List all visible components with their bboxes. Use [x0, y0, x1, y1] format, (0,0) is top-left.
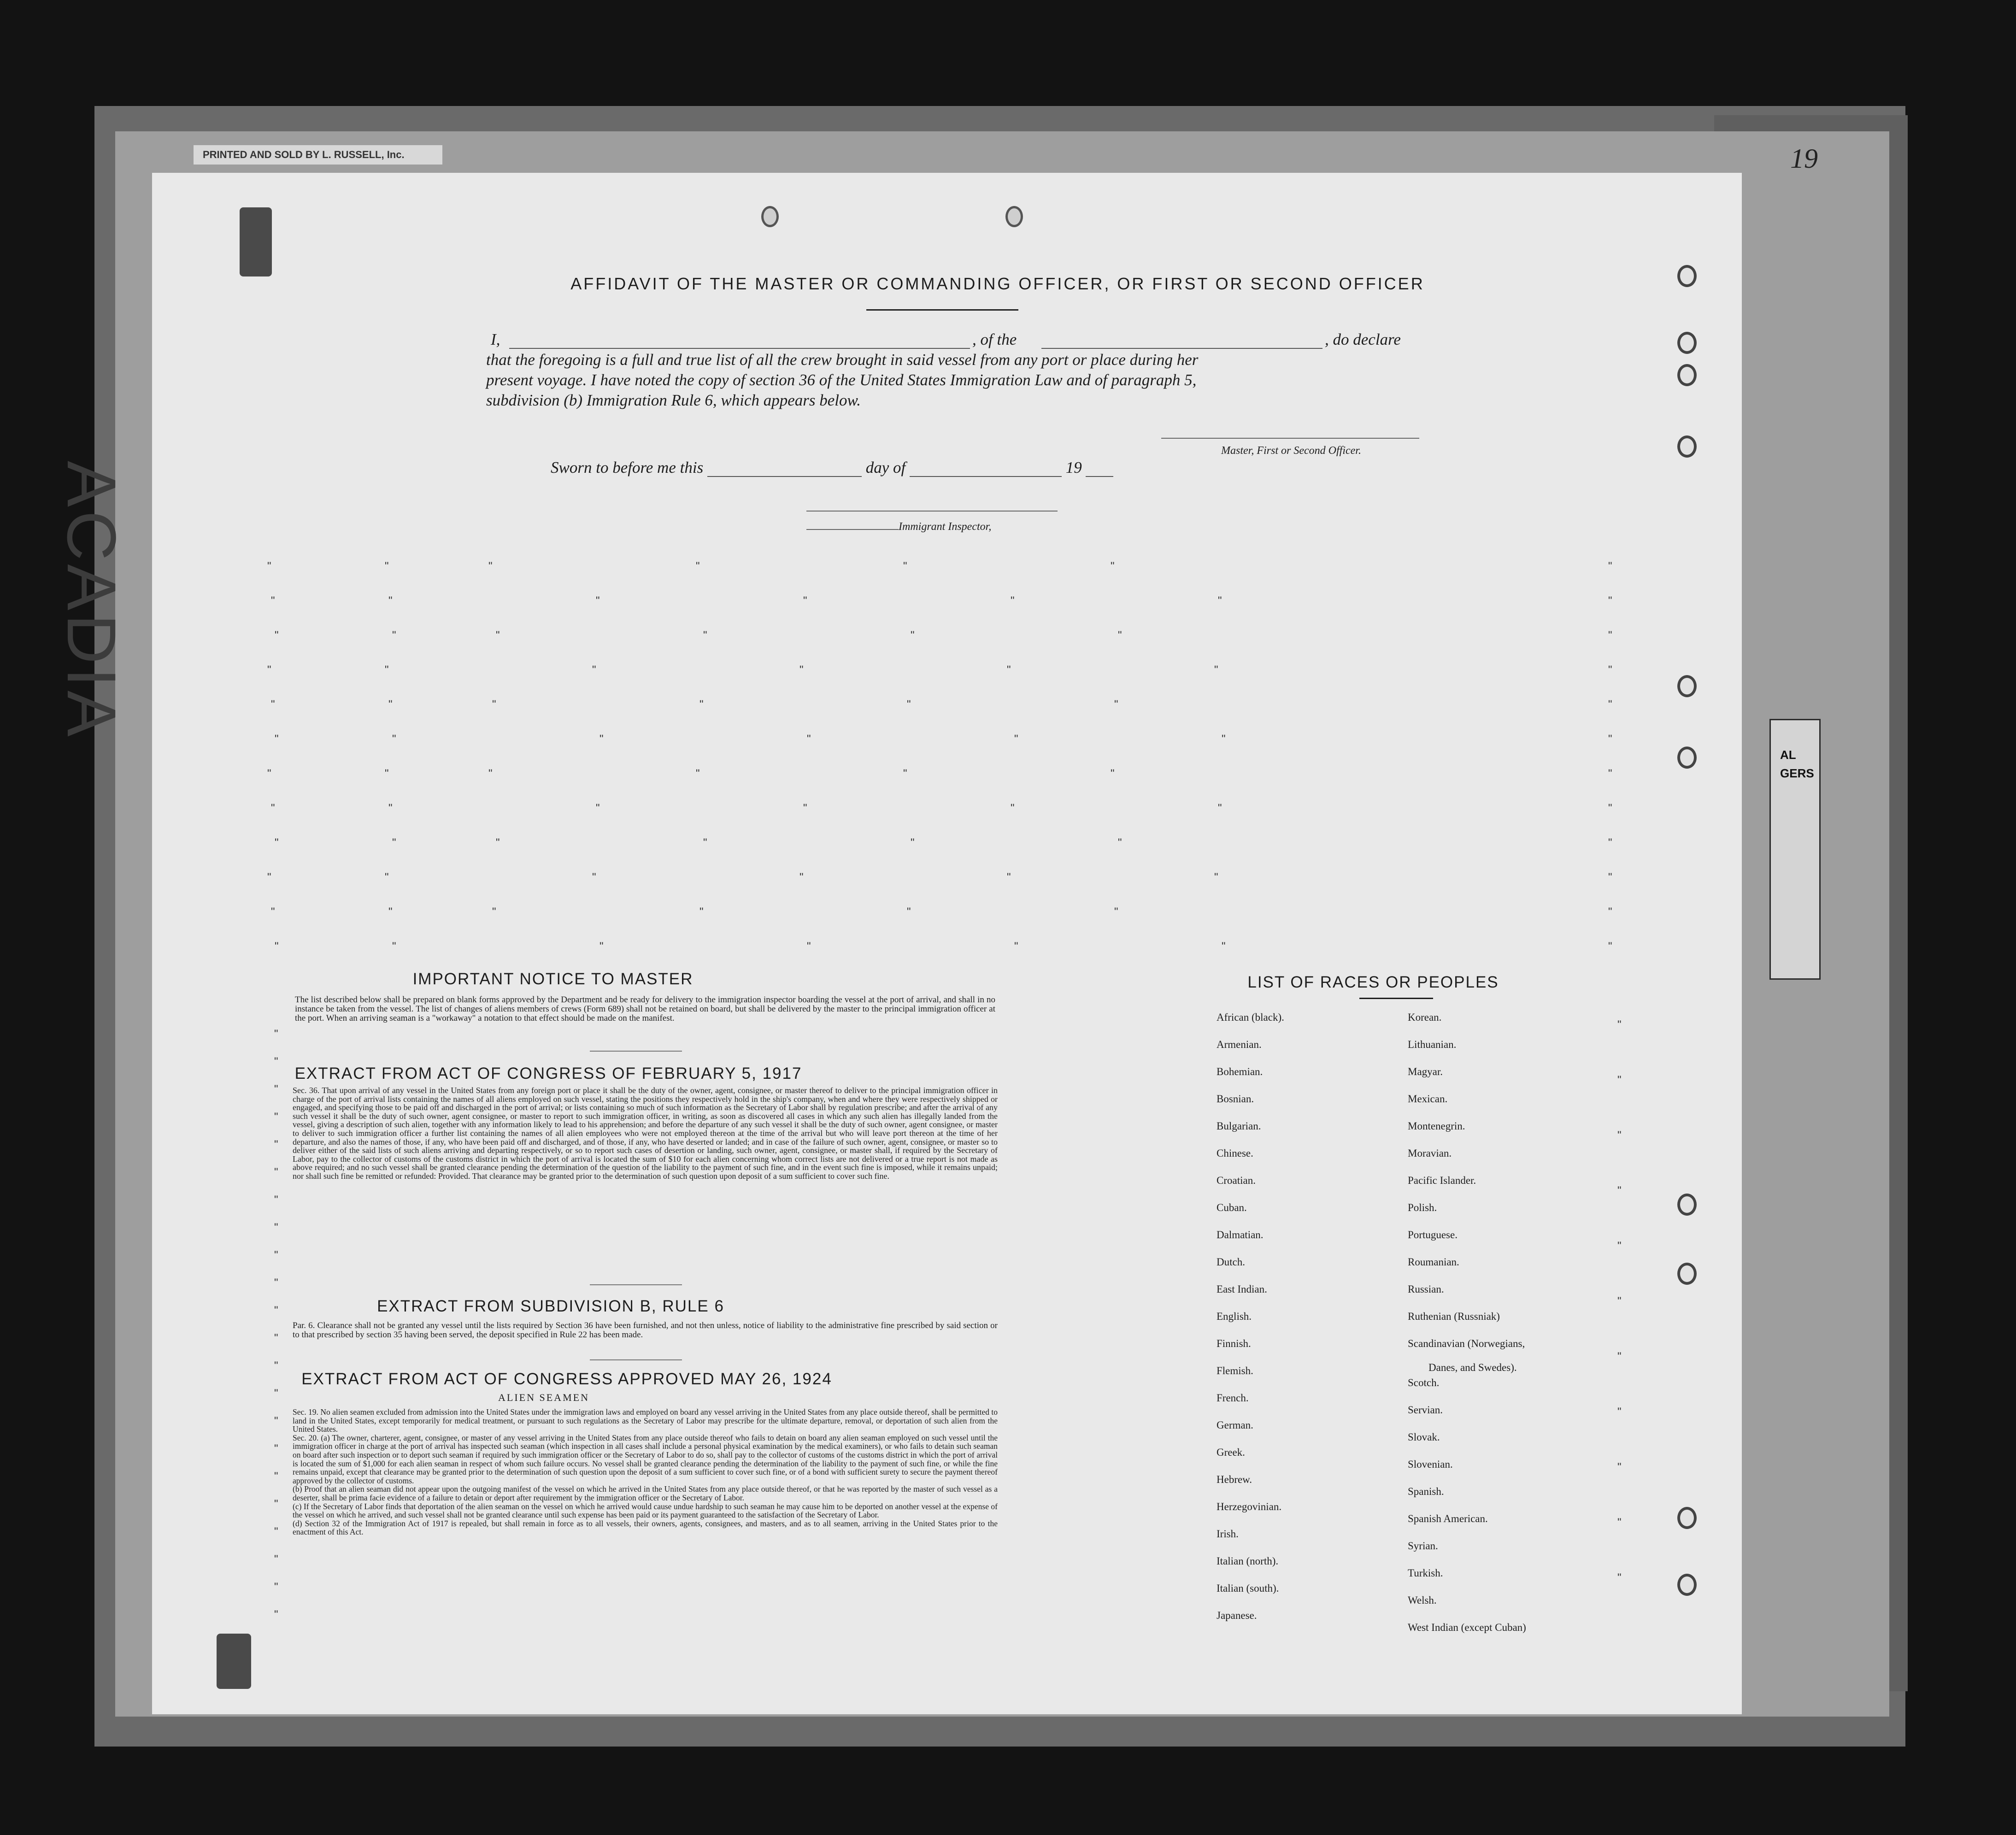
- race-item: Finnish.: [1217, 1338, 1251, 1349]
- binder-hole: [1677, 1507, 1697, 1529]
- ditto-mark: ": [496, 836, 500, 849]
- ditto-mark: ": [1617, 1571, 1622, 1584]
- side-tab-card: [1769, 719, 1821, 980]
- binder-hole: [1677, 1574, 1697, 1596]
- ditto-mark: ": [699, 906, 704, 918]
- extract-1917-text: Sec. 36. That upon arrival of any vessel in the United States from any foreign port or place it shall be the duty of the owner, agent, consignee, or master thereof to deliver to the principal immigration officer in charge of the port of arrival lists containing the names of all aliens employed on such vessel, stating the positions they respectively hold in the ship's company, when and where they were respectively shipped or engaged, and specifying those to be paid off and discharged in the port of arrival; or lists containing so much of such information as the Secretary of Labor shall by regulation prescribe; and after the arrival of any such vessel it shall be the duty of such owner, agent consignee, or master to report to such immigration officer, in writing, as soon as discovered all cases in which any such alien has illegally landed from the vessel, giving a description of such alien, together with any information likely to lead to his apprehension; and before the departure of any such vessel it shall be the duty of such owner, agent consignee, or master to deliver to such immigration officer a further list containing the names of all alien employees who were not employed thereon at the time of the arrival but who will leave port thereon at the time of her departure, and also the names of those, if any, who have been paid off and discharged, and of those, if any, who have deserted or landed; and in case of the failure of such owner, agent, consignee, or master so to deliver either of the said lists of such aliens arriving and departing respectively, or so to report such cases of desertion or landing, such owner, agent, consignee, or master shall, if required by the Secretary of Labor, pay to the collector of customs of the customs district in which the port of arrival is located the sum of $10 for each alien concerning whom correct lists are not delivered or a true report is not made as above required; and no such vessel shall be granted clearance pending the determination of the question of the liability to the payment of such fine, and in the event such fine is imposed, while it remains unpaid; nor shall such fine be remitted or refunded: Provided. That clearance may be granted prior to the determination of such question upon deposit of a sum sufficient to cover such fine.: [293, 1086, 998, 1181]
- ditto-mark: ": [1218, 594, 1222, 607]
- ditto-mark: ": [496, 629, 500, 641]
- race-item: Bosnian.: [1217, 1093, 1254, 1105]
- inspector-caption: Immigrant Inspector,: [899, 521, 992, 533]
- extract-1924-subtitle: ALIEN SEAMEN: [498, 1392, 589, 1403]
- ditto-mark: ": [807, 733, 811, 745]
- ditto-mark: ": [1111, 560, 1115, 572]
- binder-hole: [1677, 364, 1697, 386]
- race-item: African (black).: [1217, 1012, 1284, 1023]
- ditto-mark: ": [699, 698, 704, 711]
- ditto-mark: ": [274, 1194, 278, 1206]
- tab-text-2: GERS: [1780, 766, 1814, 780]
- extract-rule6-text: Par. 6. Clearance shall not be granted any vessel until the lists required by Section 36 have been furnished, and not then unless, notice of liability to the administrative fine prescribed by said section or to that prescribed by section 35 having been served, the deposit specified in Rule 22 has been made.: [293, 1321, 998, 1340]
- sworn-month-blank: [910, 462, 1062, 477]
- race-item: Dutch.: [1217, 1256, 1245, 1268]
- ditto-mark: ": [596, 594, 600, 607]
- race-item: Croatian.: [1217, 1175, 1256, 1186]
- ditto-mark: ": [274, 1166, 278, 1178]
- race-item: Cuban.: [1217, 1202, 1247, 1213]
- race-item: Russian.: [1408, 1283, 1444, 1295]
- race-item: Spanish.: [1408, 1486, 1444, 1497]
- race-item: Bohemian.: [1217, 1066, 1263, 1077]
- race-item: Chinese.: [1217, 1147, 1253, 1159]
- race-item: Bulgarian.: [1217, 1120, 1261, 1132]
- ditto-mark: ": [600, 940, 604, 953]
- ditto-mark: ": [1608, 802, 1612, 814]
- extract-1924-body: [293, 1408, 998, 1536]
- race-item: Pacific Islander.: [1408, 1175, 1476, 1186]
- ditto-mark: ": [1617, 1129, 1622, 1141]
- ditto-mark: ": [1608, 836, 1612, 849]
- ditto-mark: ": [275, 629, 279, 641]
- notice-text: The list described below shall be prepared on blank forms approved by the Department and be ready for delivery to the immigration inspector boarding the vessel at the port of arrival, and shall in no instance be taken from the vessel. The list of changes of aliens members of crews (Form 689) shall not be retained on board, but shall be delivered by the master to the principal immigration officer at the port. When an arriving seaman is a "workaway" a notation to that effect should be made on the manifest.: [295, 995, 995, 1023]
- manifest-page: [152, 173, 1742, 1714]
- divider: [590, 1051, 682, 1052]
- races-title: LIST OF RACES OR PEOPLES: [1247, 973, 1499, 991]
- printer-stamp-strip: PRINTED AND SOLD BY L. RUSSELL, Inc.: [194, 145, 442, 165]
- ditto-mark: ": [596, 802, 600, 814]
- ditto-mark: ": [275, 733, 279, 745]
- punch-hole: [761, 206, 779, 227]
- day-of-text: day of: [865, 459, 906, 476]
- affidavit-line-4: subdivision (b) Immigration Rule 6, which appears below.: [486, 391, 861, 409]
- ditto-mark: ": [1617, 1018, 1622, 1031]
- vessel-blank: [1041, 329, 1322, 349]
- affidavit-title: AFFIDAVIT OF THE MASTER OR COMMANDING OFFICER, OR FIRST OR SECOND OFFICER: [570, 274, 1425, 293]
- ditto-mark: ": [392, 629, 396, 641]
- ditto-mark: ": [488, 767, 493, 780]
- ditto-mark: ": [274, 1470, 278, 1482]
- sec-20c-text: (c) If the Secretary of Labor finds that deportation of the alien seaman on the vessel on which he arrived would cause undue hardship to such seaman he may cause him to be deported on another vessel at the expense of the vessel on which he arrived, and such vessel shall not be granted clearance until such expense has been paid or its payment guaranteed to the satisfaction of the Secretary of Labor.: [293, 1501, 998, 1520]
- ditto-mark: ": [274, 1111, 278, 1123]
- ditto-mark: ": [271, 906, 275, 918]
- ditto-mark: ": [1617, 1516, 1622, 1529]
- sec-19-text: Sec. 19. No alien seamen excluded from admission into the United States under the immigration laws and employed on board any vessel arriving in the United States from any place outside thereof, shall be permitted to land in the United States, except temporarily for medical treatment, or pursuant to such regulations as the Secretary of Labor may prescribe for the ultimate departure, removal, or deportation of such alien from the United States.: [293, 1407, 998, 1434]
- affidavit-text: [486, 329, 1528, 411]
- ditto-mark: ": [1617, 1350, 1622, 1363]
- binder-hole: [1677, 332, 1697, 354]
- divider: [590, 1284, 682, 1285]
- race-item: Syrian.: [1408, 1540, 1438, 1552]
- ditto-mark: ": [274, 1055, 278, 1068]
- ditto-mark: ": [1608, 767, 1612, 780]
- do-declare-text: , do declare: [1325, 330, 1401, 348]
- sec-20d-text: (d) Section 32 of the Immigration Act of 1917 is repealed, but shall remain in force as to all vessels, their owners, agents, consignees, and masters, and as to all seamen, arriving in the United States prior to the enactment of this Act.: [293, 1518, 998, 1537]
- ditto-mark: ": [274, 1221, 278, 1234]
- extract-rule6-title: EXTRACT FROM SUBDIVISION B, RULE 6: [377, 1297, 724, 1315]
- ditto-mark: ": [592, 664, 596, 676]
- ditto-mark: ": [488, 560, 493, 572]
- ditto-mark: ": [803, 594, 807, 607]
- race-item: Polish.: [1408, 1202, 1437, 1213]
- ditto-mark: ": [274, 1276, 278, 1289]
- affidavit-line-3: present voyage. I have noted the copy of section 36 of the United States Immigration Law and of paragraph 5,: [486, 371, 1197, 389]
- race-item: Ruthenian (Russniak): [1408, 1311, 1500, 1322]
- i-word: I,: [491, 330, 500, 348]
- ditto-mark: ": [1608, 940, 1612, 953]
- ditto-mark: ": [696, 560, 700, 572]
- ditto-mark: ": [385, 767, 389, 780]
- ditto-mark: ": [274, 1028, 278, 1040]
- race-item: English.: [1217, 1311, 1252, 1322]
- folio-number: 19: [1790, 143, 1818, 174]
- ditto-mark: ": [388, 802, 393, 814]
- ditto-mark: ": [385, 560, 389, 572]
- binder-hole: [1677, 675, 1697, 697]
- ditto-mark: ": [274, 1608, 278, 1621]
- binder-hole: [1677, 747, 1697, 769]
- ditto-mark: ": [274, 1304, 278, 1317]
- ditto-mark: ": [274, 1442, 278, 1455]
- ditto-mark: ": [1608, 629, 1612, 641]
- ditto-mark: ": [911, 629, 915, 641]
- ditto-mark: ": [799, 871, 804, 883]
- race-item: Herzegovinian.: [1217, 1501, 1282, 1512]
- ditto-mark: ": [274, 1249, 278, 1261]
- ditto-mark: ": [388, 906, 393, 918]
- race-item: Spanish American.: [1408, 1513, 1488, 1524]
- year-blank: [1086, 462, 1113, 477]
- ditto-mark: ": [1608, 906, 1612, 918]
- ditto-mark: ": [1617, 1295, 1622, 1307]
- ditto-mark: ": [703, 836, 707, 849]
- ditto-mark: ": [274, 1553, 278, 1565]
- ditto-mark: ": [1007, 871, 1011, 883]
- ditto-mark: ": [388, 698, 393, 711]
- ditto-mark: ": [1218, 802, 1222, 814]
- ditto-mark: ": [274, 1387, 278, 1400]
- of-the-text: , of the: [972, 330, 1017, 348]
- ditto-mark: ": [1114, 906, 1118, 918]
- inspector-line: [806, 511, 1058, 512]
- race-item: Servian.: [1408, 1404, 1443, 1416]
- sworn-text: Sworn to before me this: [551, 459, 704, 476]
- ditto-mark: ": [274, 1359, 278, 1372]
- ditto-mark: ": [492, 698, 496, 711]
- ditto-mark: ": [275, 940, 279, 953]
- binder-hole: [1677, 435, 1697, 458]
- ditto-mark: ": [911, 836, 915, 849]
- ditto-mark: ": [1617, 1184, 1622, 1197]
- race-item: Slovak.: [1408, 1431, 1440, 1443]
- signature-line: [1161, 438, 1419, 439]
- ditto-mark: ": [1608, 560, 1612, 572]
- ditto-mark: ": [592, 871, 596, 883]
- binder-hole: [1677, 265, 1697, 287]
- ditto-mark: ": [1214, 664, 1218, 676]
- ditto-mark: ": [1222, 940, 1226, 953]
- sec-20a-text: Sec. 20. (a) The owner, charterer, agent, consignee, or master of any vessel arriving in the United States from any place outside thereof who fails to detain on board any alien seaman employed on such vessel until the immigration officer in charge at the port of arrival has inspected such seaman (which inspection in all cases shall include a personal physical examination by the medical examiners), or who fails to detain such seaman on board after such inspection or to deport such seaman if required by such immigration officer or the Secretary of Labor to do so, shall pay to the collector of customs of the customs district in which the port of arrival is located the sum of $1,000 for each alien seaman in respect of whom such failure occurs. No vessel shall be granted clearance pending the determination of the liability to the payment of such fine, or while the fine remains unpaid, except that clearance may be granted prior to the determination of such question upon the deposit of a sum sufficient to cover such fine, or of a bond with sufficient surety to secure the payment thereof approved by the collector of customs.: [293, 1433, 998, 1485]
- ditto-mark: ": [907, 906, 911, 918]
- ditto-mark: ": [267, 664, 271, 676]
- race-item: Armenian.: [1217, 1039, 1262, 1050]
- ditto-mark: ": [1608, 594, 1612, 607]
- ditto-mark: ": [1111, 767, 1115, 780]
- race-item: Japanese.: [1217, 1610, 1257, 1621]
- ditto-mark: ": [392, 940, 396, 953]
- ditto-mark: ": [267, 560, 271, 572]
- ditto-mark: ": [1014, 733, 1018, 745]
- ditto-mark: ": [274, 1415, 278, 1427]
- race-item: Turkish.: [1408, 1567, 1443, 1579]
- divider: [590, 1359, 682, 1360]
- ditto-mark: ": [274, 1525, 278, 1538]
- ditto-mark: ": [274, 1498, 278, 1510]
- race-item: Greek.: [1217, 1447, 1245, 1458]
- race-item: Irish.: [1217, 1528, 1239, 1540]
- race-item: Moravian.: [1408, 1147, 1452, 1159]
- vessel-name-side-text: ACADIA: [53, 461, 130, 741]
- race-item: East Indian.: [1217, 1283, 1267, 1295]
- notice-title: IMPORTANT NOTICE TO MASTER: [412, 970, 694, 988]
- ditto-mark: ": [274, 1581, 278, 1593]
- punch-hole: [1005, 206, 1023, 227]
- ditto-mark: ": [267, 871, 271, 883]
- ditto-mark: ": [492, 906, 496, 918]
- race-item: Lithuanian.: [1408, 1039, 1457, 1050]
- race-item: Scandinavian (Norwegians,: [1408, 1338, 1525, 1349]
- inspector-line-short: [806, 529, 899, 530]
- ditto-mark: ": [1617, 1240, 1622, 1252]
- race-item: Roumanian.: [1408, 1256, 1459, 1268]
- ditto-mark: ": [907, 698, 911, 711]
- ditto-mark: ": [903, 560, 907, 572]
- extract-1917-title: EXTRACT FROM ACT OF CONGRESS OF FEBRUARY 5, 1917: [294, 1065, 802, 1082]
- race-item: Dalmatian.: [1217, 1229, 1264, 1241]
- race-item: Korean.: [1408, 1012, 1442, 1023]
- extract-1924-title: EXTRACT FROM ACT OF CONGRESS APPROVED MAY 26, 1924: [301, 1370, 832, 1388]
- ditto-mark: ": [703, 629, 707, 641]
- sec-20b-text: (b) Proof that an alien seaman did not appear upon the outgoing manifest of the vessel on which he arrived in the United States from any place outside thereof, or that he was reported by the master of such vessel as a deserter, shall be prima facie evidence of a failure to detain or deport after requirement by the immigration officer or the Secretary of Labor.: [293, 1484, 998, 1502]
- binder-hole: [1677, 1263, 1697, 1285]
- ditto-mark: ": [271, 698, 275, 711]
- race-item: Montenegrin.: [1408, 1120, 1465, 1132]
- race-item: Hebrew.: [1217, 1474, 1252, 1485]
- binder-hole: [1677, 1194, 1697, 1216]
- race-item: Italian (south).: [1217, 1582, 1279, 1594]
- ditto-mark: ": [385, 664, 389, 676]
- ditto-mark: ": [392, 733, 396, 745]
- ditto-mark: ": [903, 767, 907, 780]
- race-item: Portuguese.: [1408, 1229, 1458, 1241]
- ditto-mark: ": [392, 836, 396, 849]
- ditto-mark: ": [1118, 629, 1122, 641]
- title-rule: [866, 309, 1018, 311]
- race-item: Italian (north).: [1217, 1555, 1279, 1567]
- ditto-mark: ": [1617, 1074, 1622, 1086]
- ditto-mark: ": [807, 940, 811, 953]
- year-prefix: 19: [1065, 459, 1082, 476]
- ditto-mark: ": [267, 767, 271, 780]
- ink-smudge: [217, 1634, 251, 1689]
- affidavit-line-2: that the foregoing is a full and true list of all the crew brought in said vessel from any port or place during her: [486, 351, 1199, 369]
- race-item: Danes, and Swedes).: [1428, 1362, 1517, 1373]
- ditto-mark: ": [274, 1138, 278, 1151]
- race-item: Flemish.: [1217, 1365, 1253, 1376]
- name-blank: [509, 329, 970, 349]
- ditto-mark: ": [1608, 698, 1612, 711]
- ditto-mark: ": [1011, 594, 1015, 607]
- ditto-mark: ": [1007, 664, 1011, 676]
- ditto-mark: ": [271, 802, 275, 814]
- ditto-mark: ": [1118, 836, 1122, 849]
- ditto-mark: ": [1222, 733, 1226, 745]
- race-item: Welsh.: [1408, 1594, 1437, 1606]
- ditto-mark: ": [803, 802, 807, 814]
- signature-caption: Master, First or Second Officer.: [1221, 445, 1361, 457]
- race-item: Mexican.: [1408, 1093, 1448, 1105]
- races-title-rule: [1359, 998, 1433, 999]
- ditto-mark: ": [1014, 940, 1018, 953]
- ditto-mark: ": [1011, 802, 1015, 814]
- race-item: German.: [1217, 1419, 1253, 1431]
- race-item: French.: [1217, 1392, 1249, 1404]
- race-item: West Indian (except Cuban): [1408, 1622, 1526, 1633]
- ditto-mark: ": [1608, 871, 1612, 883]
- tab-text-1: AL: [1780, 748, 1796, 762]
- sworn-day-blank: [707, 462, 862, 477]
- ditto-mark: ": [1617, 1461, 1622, 1473]
- ditto-mark: ": [1608, 733, 1612, 745]
- ditto-mark: ": [385, 871, 389, 883]
- ditto-mark: ": [799, 664, 804, 676]
- race-item: Slovenian.: [1408, 1459, 1453, 1470]
- ink-smudge: [240, 207, 272, 276]
- ditto-mark: ": [1114, 698, 1118, 711]
- ditto-mark: ": [1214, 871, 1218, 883]
- sworn-line: [551, 459, 1113, 477]
- ditto-mark: ": [388, 594, 393, 607]
- ditto-mark: ": [1608, 664, 1612, 676]
- ditto-mark: ": [600, 733, 604, 745]
- ditto-mark: ": [1617, 1406, 1622, 1418]
- race-item: Magyar.: [1408, 1066, 1443, 1077]
- ditto-mark: ": [274, 1083, 278, 1095]
- ditto-mark: ": [271, 594, 275, 607]
- ditto-mark: ": [274, 1332, 278, 1344]
- ditto-mark: ": [696, 767, 700, 780]
- race-item: Scotch.: [1408, 1377, 1440, 1388]
- ditto-mark: ": [275, 836, 279, 849]
